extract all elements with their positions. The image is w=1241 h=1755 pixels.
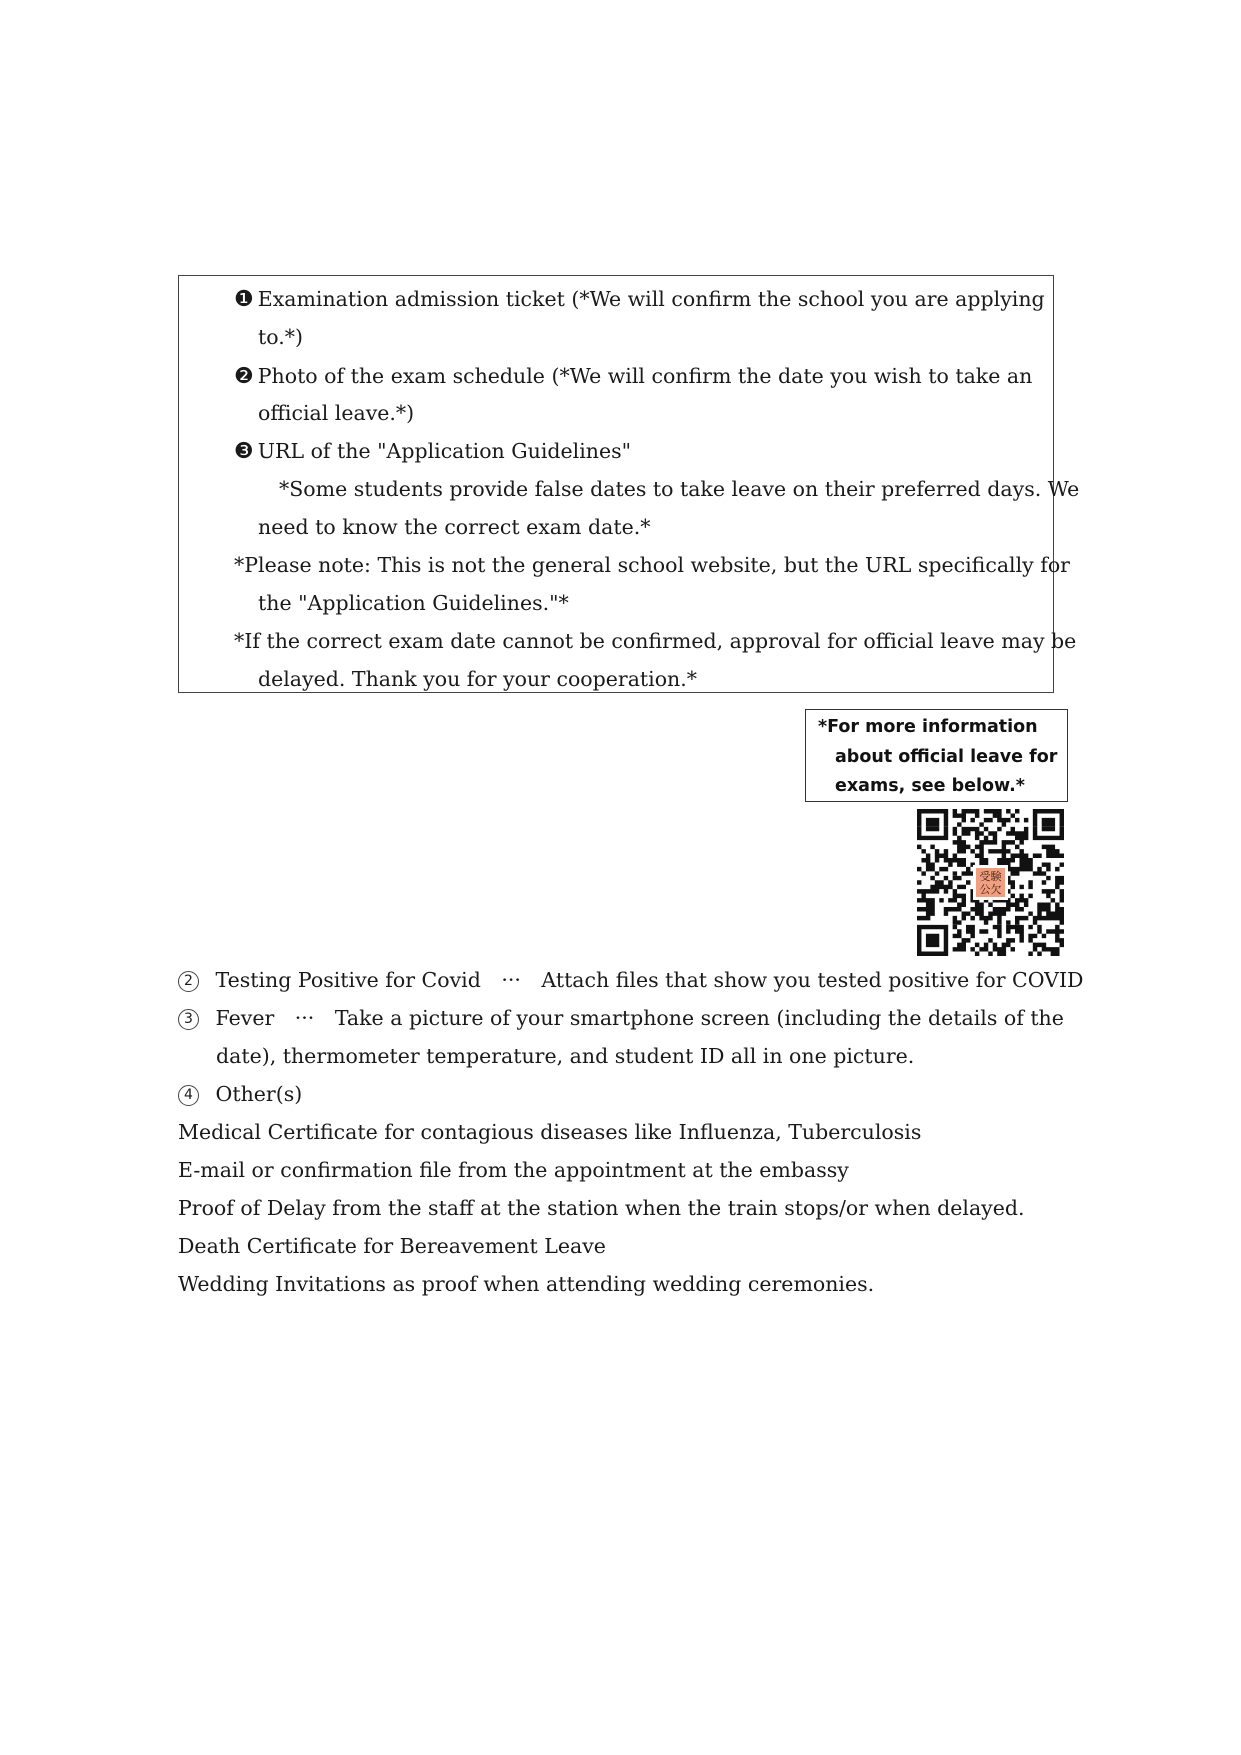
qr-label-text: 受験: [979, 870, 1002, 883]
other-document-3: Proof of Delay from the staff at the station when the train stops/or when delayed.: [178, 1196, 1025, 1220]
requirement-item-3: [234, 439, 631, 464]
info-box-line-3: exams, see below.*: [835, 776, 1025, 796]
info-box-line-1: *For more information: [818, 717, 1038, 737]
note-url: *Please note: This is not the general school website, but the URL specifically for: [234, 553, 1070, 577]
other-document-5: Wedding Invitations as proof when attending wedding ceremonies.: [178, 1272, 875, 1296]
requirement-item-2: [234, 364, 1032, 389]
qr-label-text: 公欠: [979, 883, 1002, 896]
list-item-3-text: Fever ··· Take a picture of your smartphone screen (including the details of the: [215, 1006, 1064, 1030]
list-item-3-number: 3: [178, 1009, 199, 1030]
item-2-marker: ❷: [234, 364, 254, 389]
requirement-item-1-cont: to.*): [258, 325, 303, 349]
list-item-4: [178, 1082, 302, 1106]
requirement-item-2-cont: official leave.*): [258, 401, 415, 425]
list-item-2-number: 2: [178, 971, 199, 992]
list-item-2: [178, 968, 1084, 992]
item-2-text: Photo of the exam schedule (*We will confirm the date you wish to take an: [257, 364, 1033, 388]
item-3-marker: ❸: [234, 439, 254, 464]
item-1-marker: ❶: [234, 287, 254, 312]
list-item-4-number: 4: [178, 1085, 199, 1106]
other-document-4: Death Certificate for Bereavement Leave: [178, 1234, 606, 1258]
note-delay: *If the correct exam date cannot be confirmed, approval for official leave may be: [234, 629, 1077, 653]
info-box: [805, 709, 1068, 802]
list-item-3-cont: date), thermometer temperature, and student ID all in one picture.: [216, 1044, 915, 1068]
qr-code[interactable]: [917, 809, 1064, 956]
note-false-dates: *Some students provide false dates to take leave on their preferred days. We: [279, 477, 1080, 501]
list-item-4-text: Other(s): [215, 1082, 303, 1106]
list-item-3: [178, 1006, 1064, 1030]
item-3-text: URL of the "Application Guidelines": [257, 439, 632, 463]
list-item-2-text: Testing Positive for Covid ··· Attach files that show you tested positive for COVID: [215, 968, 1084, 992]
note-delay-cont: delayed. Thank you for your cooperation.*: [258, 667, 698, 691]
requirement-item-1: [234, 287, 1045, 312]
info-box-line-2: about official leave for: [835, 747, 1058, 767]
item-1-text: Examination admission ticket (*We will confirm the school you are applying: [257, 287, 1045, 311]
other-document-2: E-mail or confirmation file from the appointment at the embassy: [178, 1158, 849, 1182]
other-document-1: Medical Certificate for contagious diseases like Influenza, Tuberculosis: [178, 1120, 922, 1144]
note-false-dates-cont: need to know the correct exam date.*: [258, 515, 651, 539]
note-url-cont: the "Application Guidelines."*: [258, 591, 569, 615]
